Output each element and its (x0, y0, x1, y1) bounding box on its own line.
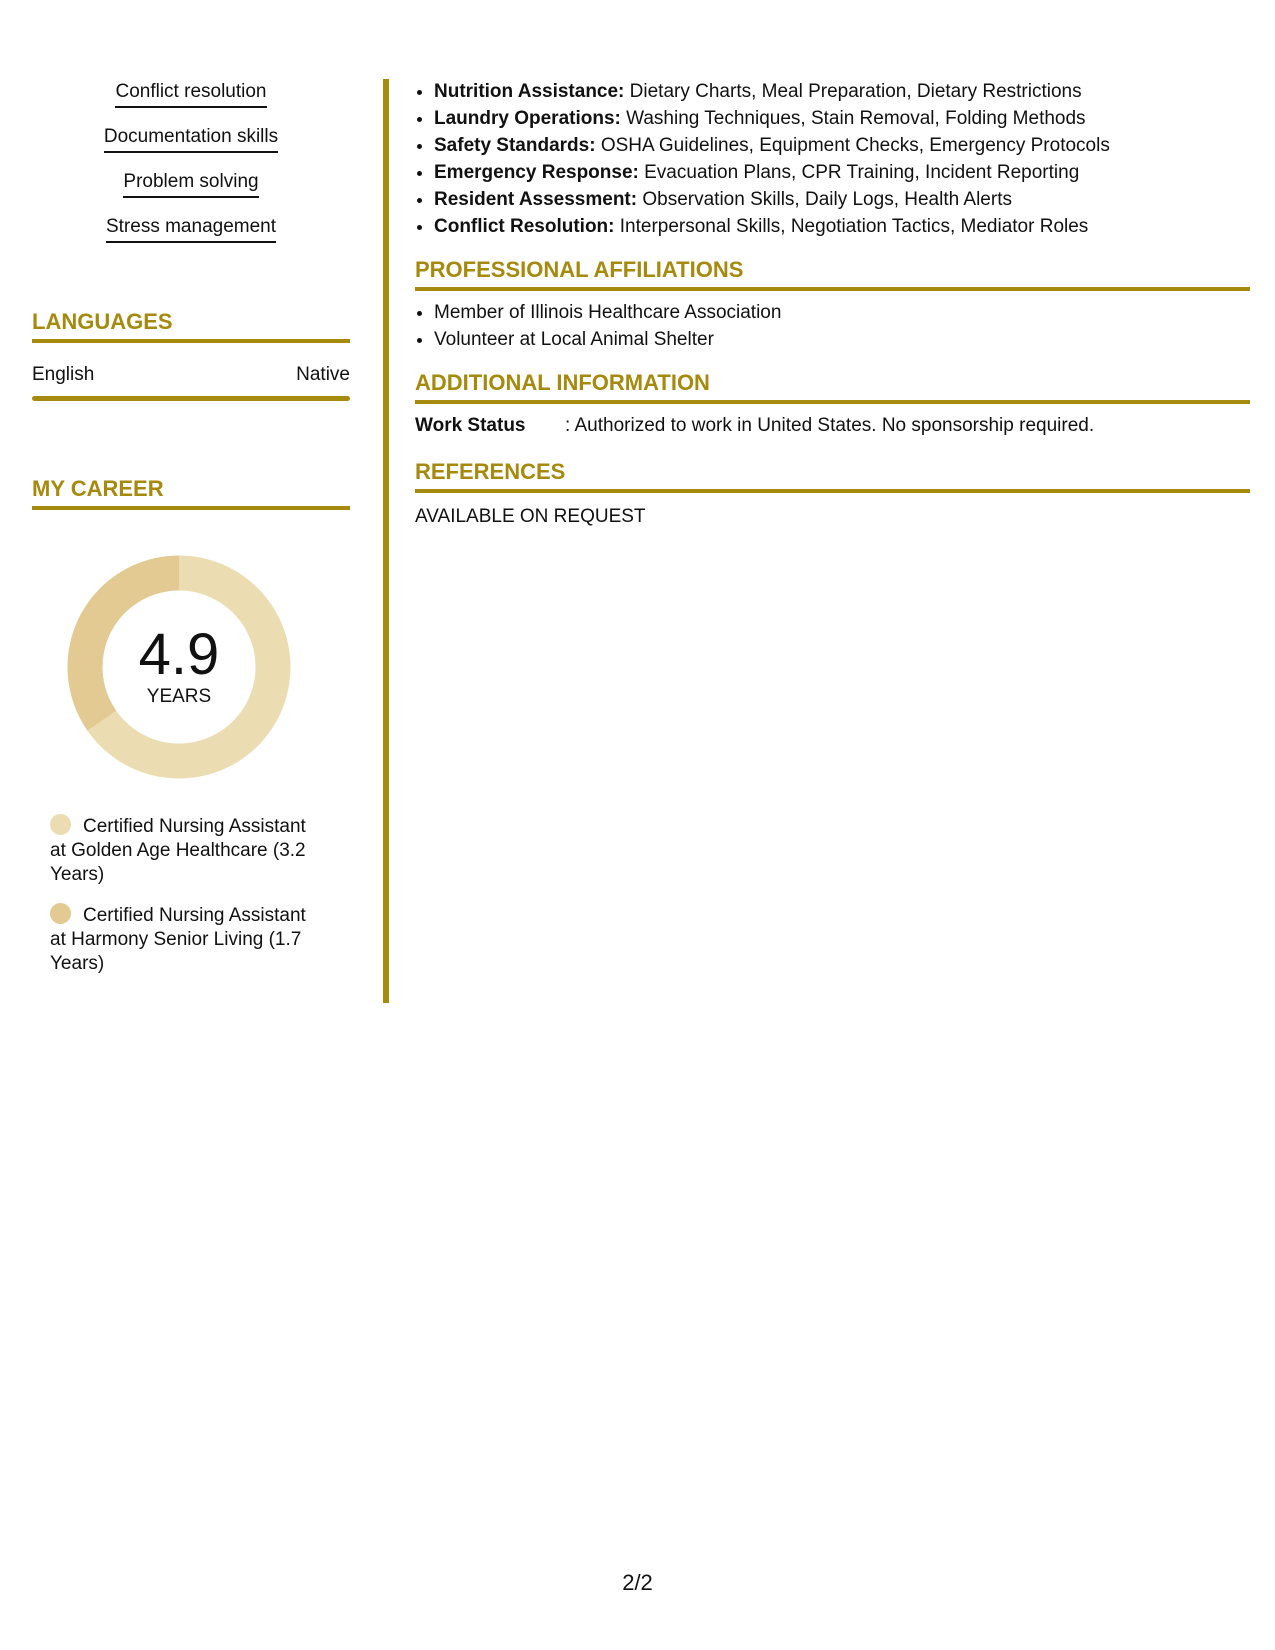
affiliations-section (415, 256, 1250, 353)
skills-list (415, 78, 1250, 240)
skill-details: OSHA Guidelines, Equipment Checks, Emergency Protocols (595, 135, 1110, 156)
affiliations-title: PROFESSIONAL AFFILIATIONS (415, 256, 1250, 291)
page-number: 2/2 (622, 1570, 653, 1595)
skill-category: Emergency Response: (434, 162, 639, 183)
career-donut-chart (66, 554, 292, 780)
language-name: English (32, 364, 95, 385)
skills-list-item (434, 213, 1250, 240)
additional-info-section (415, 369, 1250, 438)
additional-info-title: ADDITIONAL INFORMATION (415, 369, 1250, 404)
skill-label: Conflict resolution (115, 80, 266, 108)
right-column (415, 78, 1250, 529)
skill-item (32, 80, 350, 125)
skill-label: Stress management (106, 215, 276, 243)
skills-list-item (434, 105, 1250, 132)
affiliation-item: • Volunteer at Local Animal Shelter (434, 326, 1250, 353)
career-total-years: 4.9 (138, 622, 220, 687)
donut-center (66, 554, 292, 780)
skill-category: Conflict Resolution: (434, 216, 615, 237)
career-total-unit: YEARS (146, 686, 212, 707)
language-level-bar (32, 396, 350, 401)
references-text: AVAILABLE ON REQUEST (415, 506, 646, 527)
skill-details: Washing Techniques, Stain Removal, Folding Methods (620, 108, 1086, 129)
skill-label: Problem solving (123, 170, 258, 198)
skill-category: Laundry Operations: (434, 108, 621, 129)
work-status-row (415, 414, 1250, 438)
skill-details: Interpersonal Skills, Negotiation Tactics, Mediator Roles (614, 216, 1089, 237)
affiliations-list (415, 299, 1250, 353)
language-level: Native (296, 364, 350, 385)
skill-category: Nutrition Assistance: (434, 81, 625, 102)
legend-color-dot (50, 903, 71, 924)
legend-label: Certified Nursing Assistant at Harmony Senior Living (1.7 Years) (50, 905, 306, 974)
references-section (415, 458, 1250, 529)
skill-details: Evacuation Plans, CPR Training, Incident Reporting (638, 162, 1080, 183)
skills-list-item (434, 78, 1250, 105)
languages-title: LANGUAGES (32, 308, 350, 343)
skill-category: Resident Assessment: (434, 189, 638, 210)
work-status-label: Work Status (415, 415, 526, 436)
references-title: REFERENCES (415, 458, 1250, 493)
left-column (32, 80, 350, 992)
career-legend (50, 814, 320, 976)
legend-label: Certified Nursing Assistant at Golden Age Healthcare (3.2 Years) (50, 816, 306, 885)
skills-list-item (434, 186, 1250, 213)
languages-section (32, 308, 350, 401)
legend-item (50, 814, 320, 887)
skill-item (32, 215, 350, 260)
skill-item (32, 125, 350, 170)
career-section (32, 475, 350, 976)
legend-color-dot (50, 814, 71, 835)
skill-category: Safety Standards: (434, 135, 596, 156)
skills-list-item (434, 159, 1250, 186)
work-status-value: : Authorized to work in United States. No sponsorship required. (565, 415, 1095, 436)
legend-item (50, 903, 320, 976)
skill-details: Dietary Charts, Meal Preparation, Dietary Restrictions (624, 81, 1082, 102)
skills-list-item (434, 132, 1250, 159)
skill-label: Documentation skills (104, 125, 278, 153)
skill-item (32, 170, 350, 215)
skill-details: Observation Skills, Daily Logs, Health Alerts (637, 189, 1012, 210)
affiliation-item: • Member of Illinois Healthcare Association (434, 299, 1250, 326)
column-divider (383, 79, 389, 1003)
language-row (32, 363, 350, 387)
career-title: MY CAREER (32, 475, 350, 510)
